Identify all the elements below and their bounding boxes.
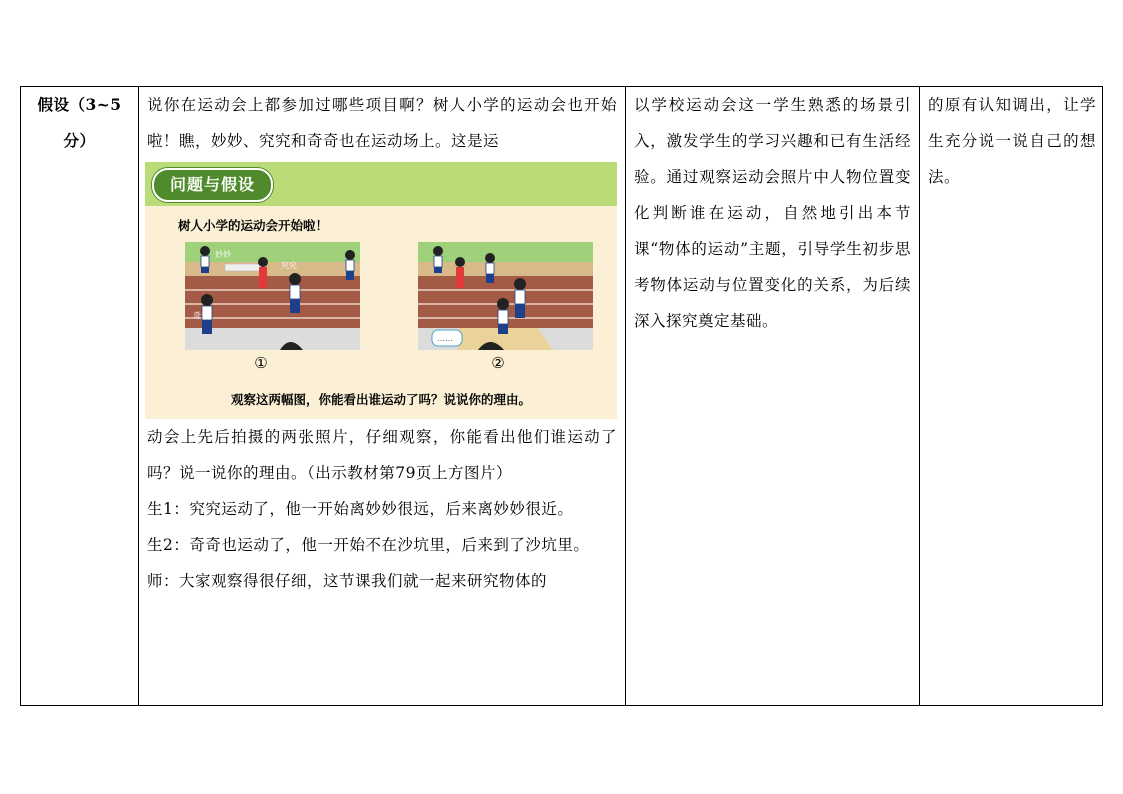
intro-text: 说你在运动会上都参加过哪些项目啊？树人小学的运动会也开始啦！瞧，妙妙、究究和奇奇也在运动场上。这是运 bbox=[147, 96, 617, 150]
scene-photo-1 bbox=[185, 242, 360, 350]
design-intent-column bbox=[626, 87, 920, 705]
textbook-figure bbox=[145, 162, 617, 419]
lesson-plan-table bbox=[20, 86, 1103, 706]
scene-photo-2 bbox=[418, 242, 593, 350]
student-2-answer: 生2：奇奇也运动了，他一开始不在沙坑里，后来到了沙坑里。 bbox=[147, 536, 590, 554]
figure-title: 问题与假设 bbox=[152, 168, 273, 202]
figure-caption: 观察这两幅图，你能看出谁运动了吗？说说你的理由。 bbox=[230, 392, 531, 407]
panel-number-1: ① bbox=[254, 354, 268, 372]
student-1-answer: 生1：究究运动了，他一开始离妙妙很远，后来离妙妙很近。 bbox=[147, 500, 574, 518]
activity-column bbox=[139, 87, 626, 705]
label-miaomiao: 妙妙 bbox=[215, 250, 231, 259]
speech-bubble: …… bbox=[437, 334, 453, 343]
teacher-remark: 师：大家观察得很仔细，这节课我们就一起来研究物体的 bbox=[147, 572, 548, 590]
after-figure-text: 动会上先后拍摄的两张照片，仔细观察，你能看出他们谁运动了吗？说一说你的理由。（出示教材第79页上方图片） bbox=[147, 428, 617, 482]
label-qiqi: 奇奇 bbox=[193, 311, 209, 320]
stage-label: 假设（3~5分） bbox=[37, 95, 122, 150]
figure-subtitle: 树人小学的运动会开始啦！ bbox=[178, 218, 329, 233]
panel-number-2: ② bbox=[491, 354, 505, 372]
stage-column bbox=[21, 87, 139, 705]
design-intent-text: 以学校运动会这一学生熟悉的场景引入，激发学生的学习兴趣和已有生活经验。通过观察运动会照片中人物位置变化判断谁在运动，自然地引出本节课“物体的运动”主题，引导学生初步思考物体运动与位置变化的关系，为后续深入探究奠定基础。 bbox=[634, 96, 911, 330]
notes-column bbox=[920, 87, 1104, 705]
label-jiujiu: 究究 bbox=[281, 261, 297, 270]
notes-text: 的原有认知调出，让学生充分说一说自己的想法。 bbox=[928, 96, 1096, 186]
